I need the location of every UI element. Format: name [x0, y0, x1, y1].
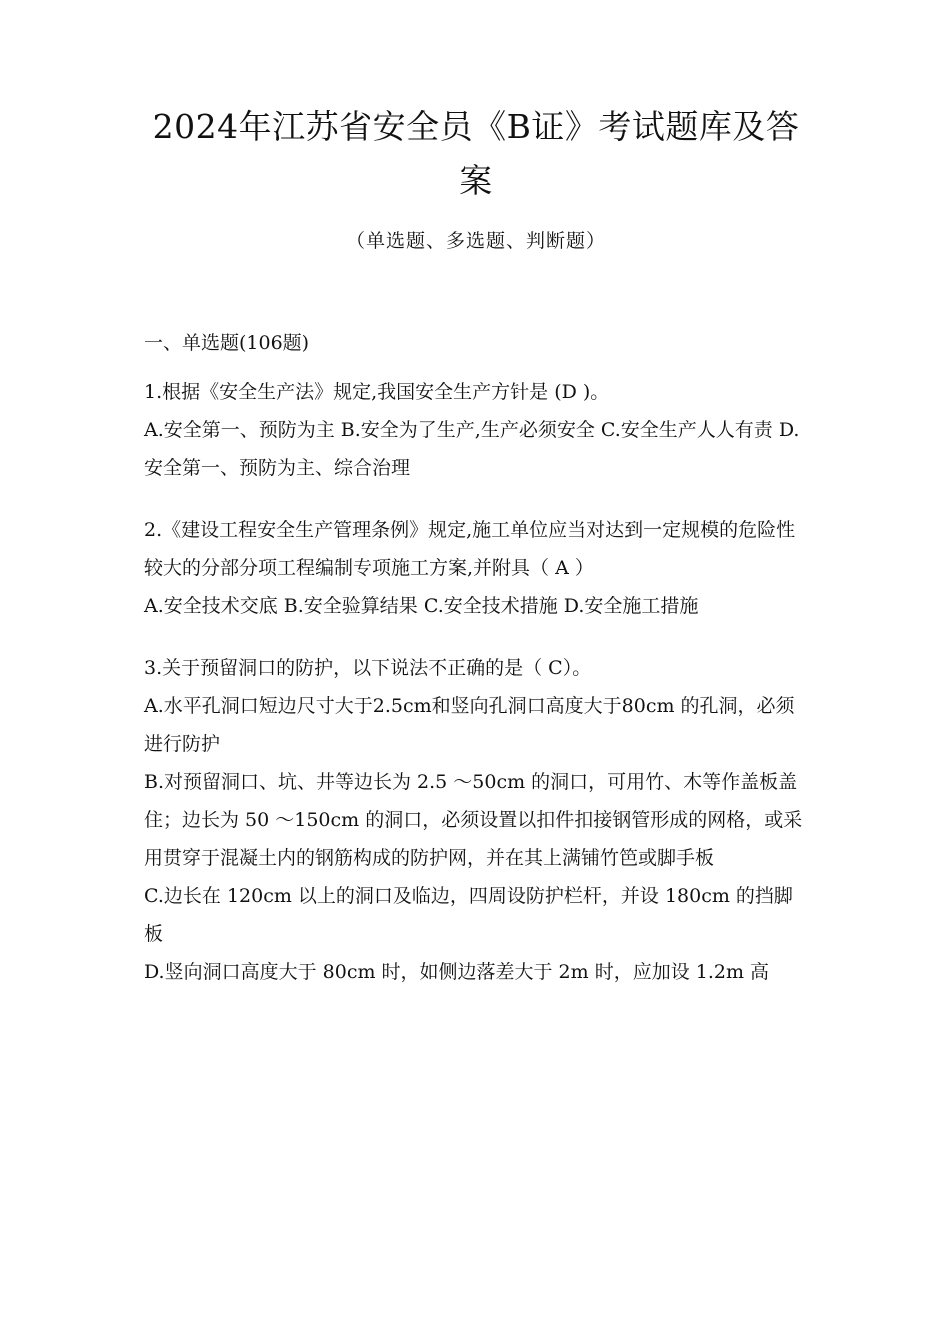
question-1 — [144, 373, 808, 487]
document-subtitle: （单选题、多选题、判断题） — [345, 230, 606, 252]
question-options — [144, 687, 808, 991]
question-option: A.安全技术交底 B.安全验算结果 C.安全技术措施 D.安全施工措施 — [144, 595, 699, 617]
question-option: C.边长在 120cm 以上的洞口及临边，四周设防护栏杆，并设 180cm 的挡脚板 — [144, 885, 793, 945]
question-option: A.安全第一、预防为主 B.安全为了生产,生产必须安全 C.安全生产人人有责 D.安全第一、预防为主、综合治理 — [144, 419, 800, 479]
section-heading: 一、单选题(106题) — [144, 332, 310, 354]
question-options — [144, 587, 808, 625]
question-option: A.水平孔洞口短边尺寸大于2.5cm和竖向孔洞口高度大于80cm 的孔洞，必须进行防护 — [144, 695, 795, 755]
question-option: B.对预留洞口、坑、井等边长为 2.5 ～50cm 的洞口，可用竹、木等作盖板盖住；边长为 50 ～150cm 的洞口，必须设置以扣件扣接钢管形成的网格，或采用贯穿于混凝土内的钢筋构成的防护网，并在其上满铺竹笆或脚手板 — [144, 771, 803, 869]
document-title: 2024年江苏省安全员《B证》考试题库及答案 — [152, 107, 800, 200]
question-stem: 1.根据《安全生产法》规定,我国安全生产方针是 (D )。 — [144, 381, 610, 403]
document-page — [144, 100, 808, 991]
question-2 — [144, 511, 808, 625]
question-stem: 2.《建设工程安全生产管理条例》规定,施工单位应当对达到一定规模的危险性较大的分部分项工程编制专项施工方案,并附具（ A ） — [144, 519, 796, 579]
question-stem: 3.关于预留洞口的防护，以下说法不正确的是（ C）。 — [144, 657, 592, 679]
question-option: D.竖向洞口高度大于 80cm 时，如侧边落差大于 2m 时，应加设 1.2m 高 — [144, 961, 770, 983]
question-options — [144, 411, 808, 487]
question-3 — [144, 649, 808, 991]
